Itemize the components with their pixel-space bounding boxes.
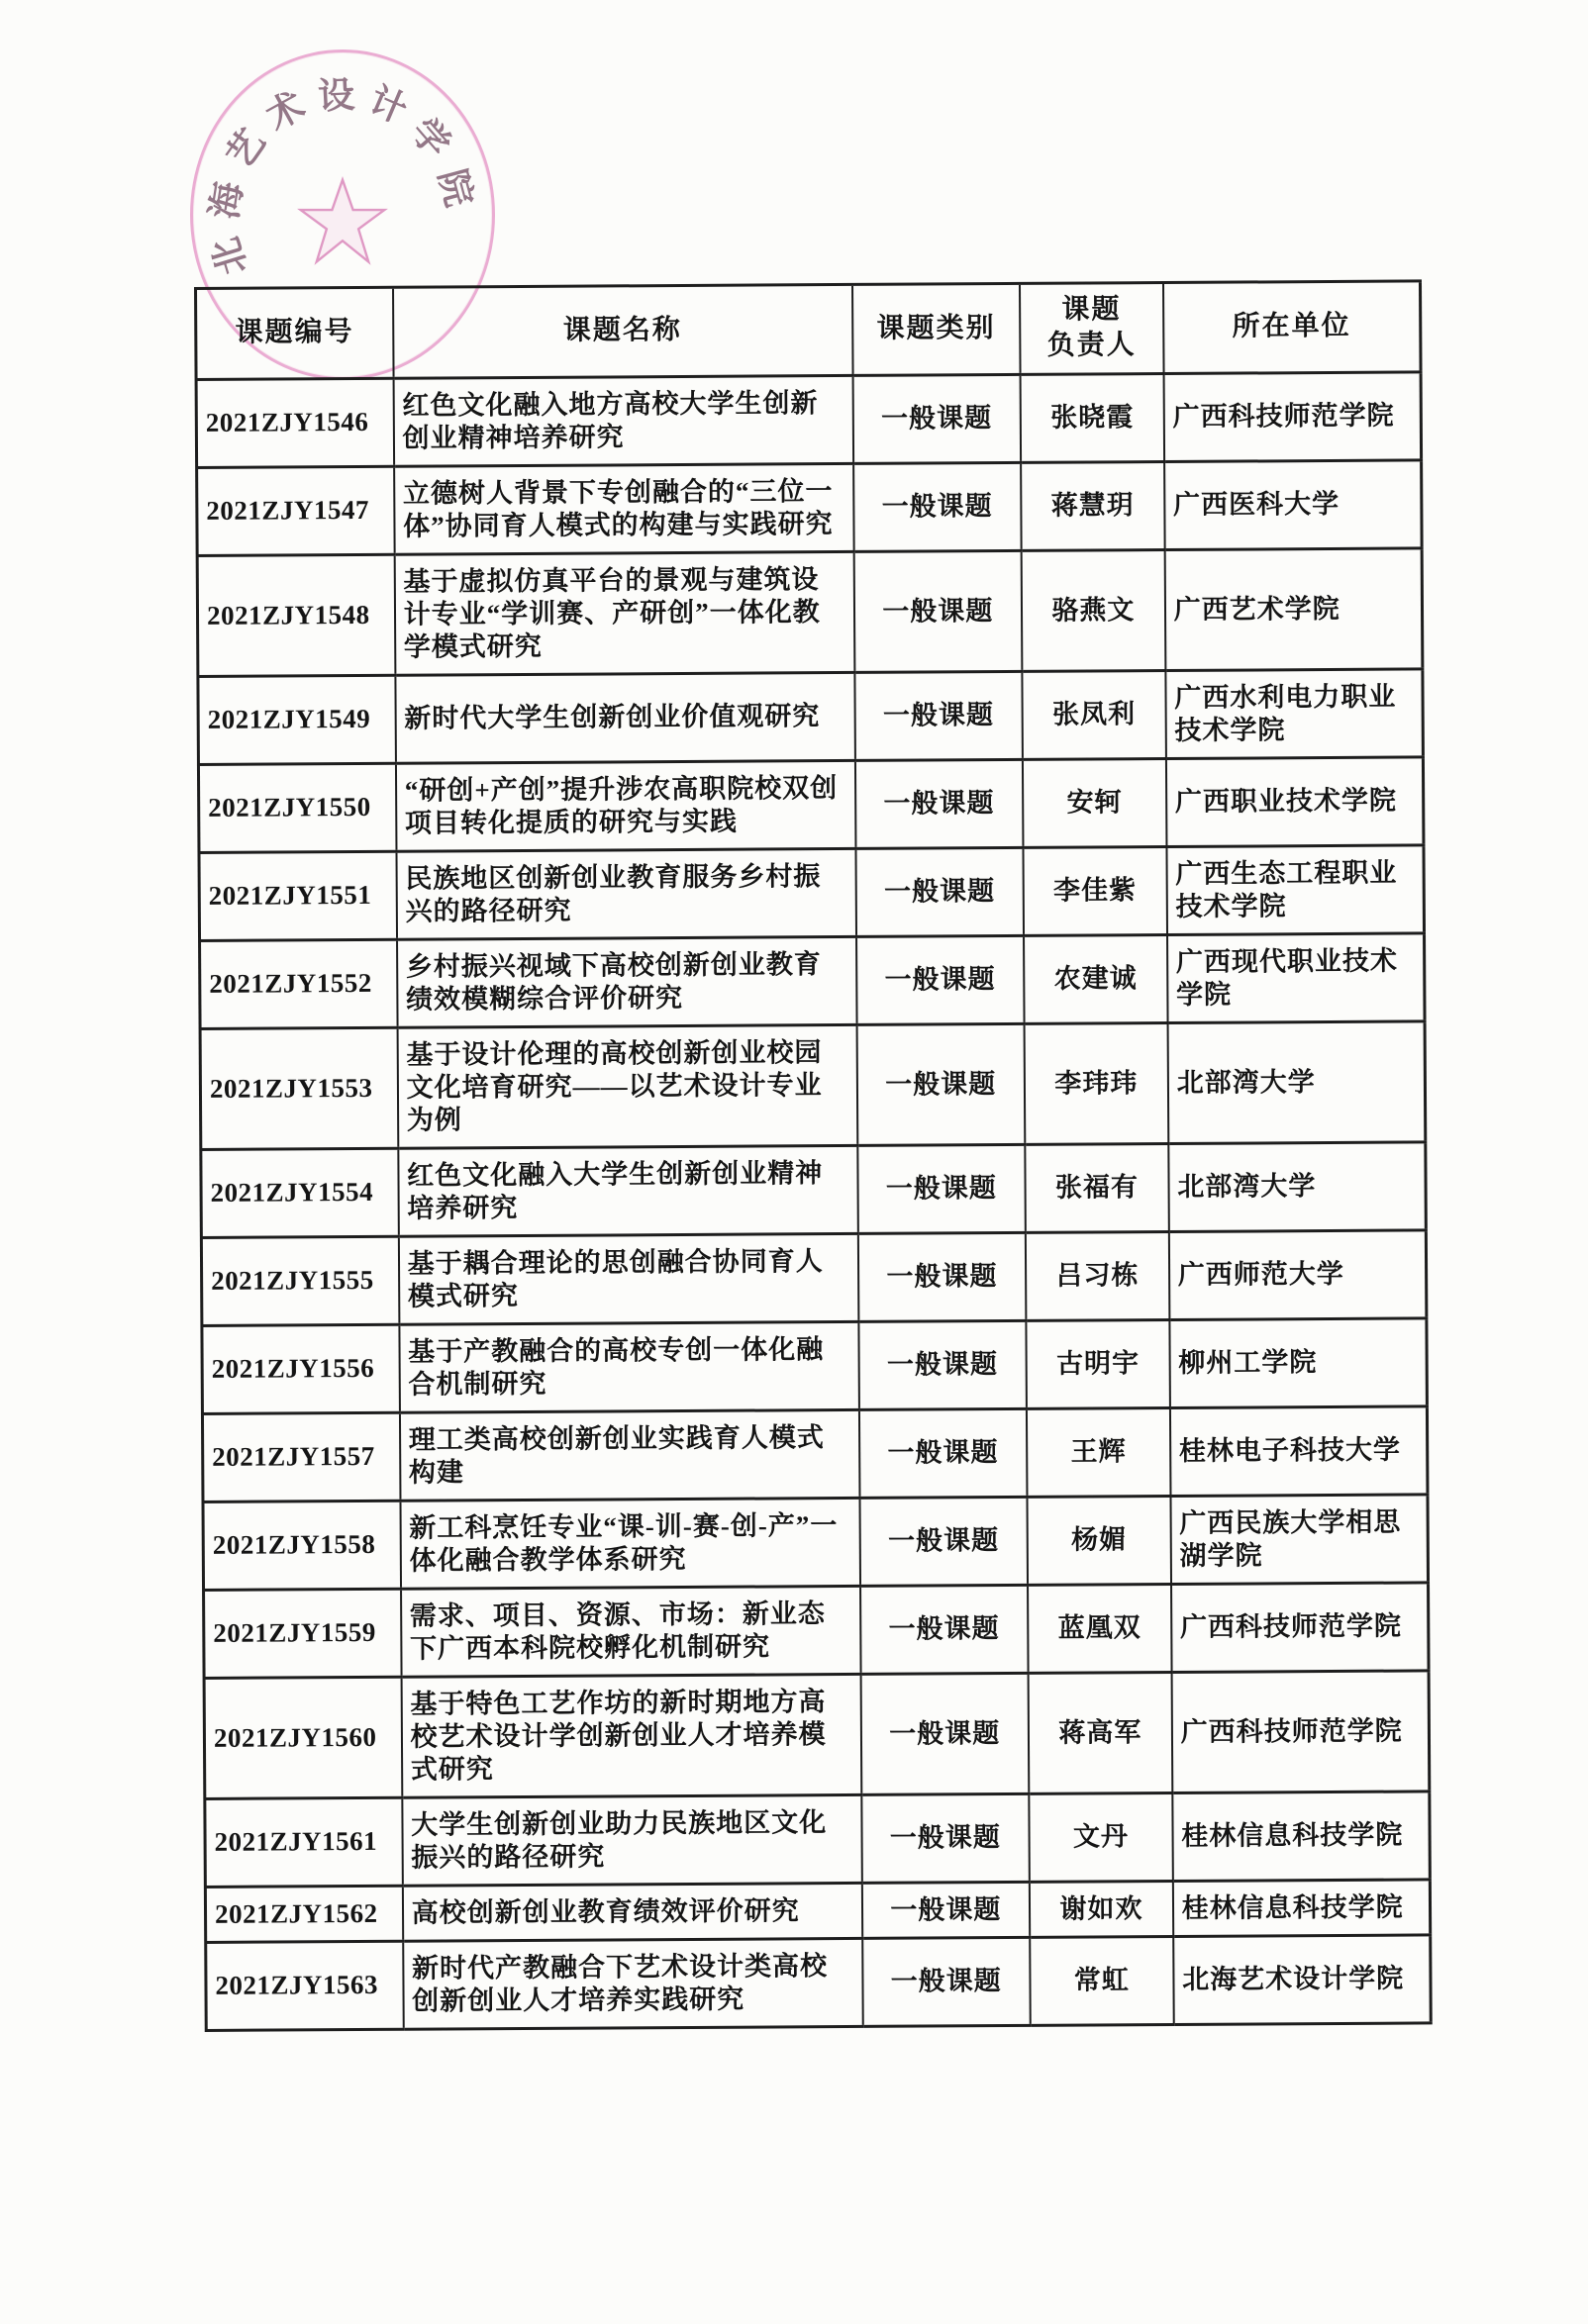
project-leader-cell: 王辉	[1027, 1407, 1170, 1497]
seal-character: 术	[259, 84, 312, 139]
project-unit-cell: 北部湾大学	[1168, 1142, 1426, 1232]
project-category-cell: 一般课题	[855, 847, 1024, 936]
table-row	[197, 460, 1423, 556]
project-title-cell: 乡村振兴视域下高校创新创业教育绩效模糊综合评价研究	[397, 936, 856, 1027]
project-id-cell: 2021ZJY1549	[198, 675, 396, 764]
project-leader-cell: 安轲	[1023, 758, 1166, 847]
project-unit-cell: 广西职业技术学院	[1166, 757, 1424, 847]
project-id-cell: 2021ZJY1548	[197, 554, 395, 676]
project-title-cell: 新工科烹饪专业“课-训-赛-创-产”一体化融合教学体系研究	[400, 1498, 859, 1589]
seal-character: 院	[430, 164, 479, 211]
project-leader-cell: 杨媚	[1027, 1496, 1170, 1585]
seal-star-icon	[297, 176, 388, 267]
project-category-cell: 一般课题	[854, 671, 1023, 760]
project-title-cell: 新时代大学生创新创业价值观研究	[395, 672, 854, 763]
project-unit-cell: 广西医科大学	[1164, 460, 1422, 550]
project-leader-cell: 蒋慧玥	[1021, 461, 1164, 550]
project-category-cell: 一般课题	[856, 935, 1025, 1024]
project-unit-cell: 桂林电子科技大学	[1170, 1406, 1428, 1497]
project-leader-cell: 吕习栋	[1026, 1231, 1169, 1320]
table-row	[196, 372, 1422, 468]
project-unit-cell: 广西民族大学相思湖学院	[1170, 1495, 1428, 1585]
project-category-cell: 一般课题	[858, 1408, 1027, 1498]
project-leader-cell: 李玮玮	[1025, 1022, 1168, 1144]
project-unit-cell: 桂林信息科技学院	[1173, 1880, 1431, 1937]
project-leader-cell: 蓝凰双	[1028, 1584, 1171, 1673]
project-category-cell: 一般课题	[860, 1585, 1029, 1674]
project-title-cell: 大学生创新创业助力民族地区文化振兴的路径研究	[402, 1794, 861, 1886]
project-category-cell: 一般课题	[860, 1673, 1029, 1794]
seal-character: 北	[206, 232, 256, 280]
project-id-cell: 2021ZJY1554	[201, 1148, 399, 1237]
table-row	[204, 1583, 1430, 1679]
project-category-cell: 一般课题	[854, 759, 1023, 848]
table-row	[205, 1880, 1430, 1943]
project-category-cell: 一般课题	[858, 1320, 1027, 1409]
project-leader-cell: 骆燕文	[1022, 549, 1165, 671]
project-title-cell: 基于设计伦理的高校创新创业校园文化培育研究——以艺术设计专业为例	[397, 1024, 857, 1148]
project-id-cell: 2021ZJY1560	[204, 1677, 402, 1798]
seal-character: 艺	[219, 122, 274, 176]
seal-character: 海	[204, 178, 250, 222]
project-id-cell: 2021ZJY1551	[199, 851, 397, 940]
project-category-cell: 一般课题	[852, 374, 1021, 463]
project-unit-cell: 桂林信息科技学院	[1172, 1791, 1430, 1882]
project-id-cell: 2021ZJY1550	[198, 763, 396, 852]
project-id-cell: 2021ZJY1557	[202, 1412, 400, 1501]
project-category-cell: 一般课题	[862, 1937, 1031, 2026]
project-unit-cell: 北部湾大学	[1167, 1021, 1426, 1144]
project-id-cell: 2021ZJY1547	[197, 466, 395, 555]
project-leader-cell: 李佳紫	[1023, 846, 1166, 935]
project-category-cell: 一般课题	[853, 550, 1022, 672]
project-leader-cell: 张晓霞	[1021, 373, 1164, 462]
project-id-cell: 2021ZJY1556	[202, 1324, 400, 1413]
project-unit-cell: 广西艺术学院	[1164, 548, 1423, 671]
project-unit-cell: 柳州工学院	[1169, 1318, 1427, 1408]
project-title-cell: 高校创新创业教育绩效评价研究	[403, 1883, 862, 1941]
table-row	[202, 1406, 1428, 1502]
table-row	[198, 757, 1424, 853]
project-title-cell: 红色文化融入地方高校大学生创新创业精神培养研究	[393, 375, 852, 466]
project-title-cell: 需求、项目、资源、市场：新业态下广西本科院校孵化机制研究	[401, 1586, 860, 1677]
project-title-cell: 立德树人背景下专创融合的“三位一体”协同育人模式的构建与实践研究	[394, 463, 853, 554]
project-unit-cell: 广西水利电力职业技术学院	[1165, 669, 1423, 759]
table-row	[203, 1495, 1429, 1591]
project-unit-cell: 广西生态工程职业技术学院	[1166, 845, 1424, 935]
project-leader-cell: 常虹	[1030, 1936, 1173, 2025]
header-project-unit: 所在单位	[1163, 281, 1421, 373]
project-title-cell: 基于耦合理论的思创融合协同育人模式研究	[399, 1233, 858, 1324]
header-project-leader: 课题 负责人	[1020, 283, 1163, 375]
project-id-cell: 2021ZJY1563	[206, 1941, 404, 2030]
project-leader-cell: 蒋高军	[1029, 1672, 1172, 1793]
table-row	[200, 1021, 1426, 1150]
table-row	[197, 548, 1423, 677]
project-title-cell: 理工类高校创新创业实践育人模式构建	[400, 1409, 859, 1501]
project-category-cell: 一般课题	[857, 1144, 1026, 1233]
project-leader-cell: 张凤利	[1022, 670, 1165, 759]
project-category-cell: 一般课题	[857, 1232, 1026, 1321]
project-category-cell: 一般课题	[861, 1882, 1030, 1938]
table-row	[205, 1791, 1431, 1888]
header-project-category: 课题类别	[852, 283, 1021, 375]
project-unit-cell: 广西科技师范学院	[1171, 1583, 1429, 1673]
project-id-cell: 2021ZJY1555	[201, 1236, 399, 1325]
project-id-cell: 2021ZJY1559	[204, 1589, 402, 1678]
project-unit-cell: 北海艺术设计学院	[1173, 1935, 1431, 2025]
table-row	[199, 845, 1425, 941]
project-id-cell: 2021ZJY1561	[205, 1797, 403, 1887]
project-title-cell: 基于产教融合的高校专创一体化融合机制研究	[399, 1321, 858, 1412]
project-category-cell: 一般课题	[861, 1793, 1030, 1883]
seal-character: 计	[362, 79, 413, 133]
table-header-row	[196, 281, 1422, 379]
project-title-cell: 红色文化融入大学生创新创业精神培养研究	[398, 1145, 857, 1236]
project-leader-cell: 谢如欢	[1030, 1881, 1173, 1937]
header-project-title: 课题名称	[393, 284, 852, 378]
project-id-cell: 2021ZJY1553	[200, 1027, 398, 1149]
table-row	[202, 1318, 1428, 1414]
project-category-cell: 一般课题	[853, 462, 1022, 551]
project-leader-cell: 古明宇	[1026, 1319, 1169, 1408]
project-unit-cell: 广西现代职业技术学院	[1167, 933, 1425, 1023]
project-title-cell: 基于特色工艺作坊的新时期地方高校艺术设计学创新创业人才培养模式研究	[401, 1674, 861, 1797]
project-category-cell: 一般课题	[859, 1497, 1028, 1586]
project-id-cell: 2021ZJY1552	[200, 939, 398, 1028]
table-row	[206, 1935, 1432, 2031]
project-unit-cell: 广西师范大学	[1169, 1230, 1427, 1320]
project-leader-cell: 文丹	[1029, 1792, 1172, 1882]
project-id-cell: 2021ZJY1562	[205, 1886, 402, 1942]
project-leader-cell: 张福有	[1025, 1143, 1168, 1232]
project-title-cell: 基于虚拟仿真平台的景观与建筑设计专业“学训赛、产研创”一体化教学模式研究	[394, 551, 854, 675]
project-unit-cell: 广西科技师范学院	[1163, 372, 1421, 462]
table-row	[204, 1671, 1430, 1799]
project-title-cell: 新时代产教融合下艺术设计类高校创新创业人才培养实践研究	[403, 1938, 862, 2029]
project-title-cell: “研创+产创”提升涉农高职院校双创项目转化提质的研究与实践	[396, 760, 855, 851]
header-project-id: 课题编号	[196, 287, 394, 379]
project-id-cell: 2021ZJY1546	[196, 378, 394, 467]
seal-character: 设	[316, 74, 355, 118]
projects-table	[194, 279, 1433, 2031]
projects-tbody	[196, 372, 1431, 2031]
table-row	[200, 933, 1426, 1029]
project-unit-cell: 广西科技师范学院	[1171, 1671, 1430, 1793]
project-title-cell: 民族地区创新创业教育服务乡村振兴的路径研究	[396, 848, 855, 939]
projects-table-sheet	[194, 279, 1433, 2031]
table-row	[198, 669, 1424, 765]
table-row	[201, 1142, 1427, 1238]
project-id-cell: 2021ZJY1558	[203, 1501, 401, 1590]
project-leader-cell: 农建诚	[1024, 934, 1167, 1023]
seal-character: 学	[402, 111, 457, 166]
table-row	[201, 1230, 1427, 1326]
project-category-cell: 一般课题	[856, 1023, 1025, 1145]
